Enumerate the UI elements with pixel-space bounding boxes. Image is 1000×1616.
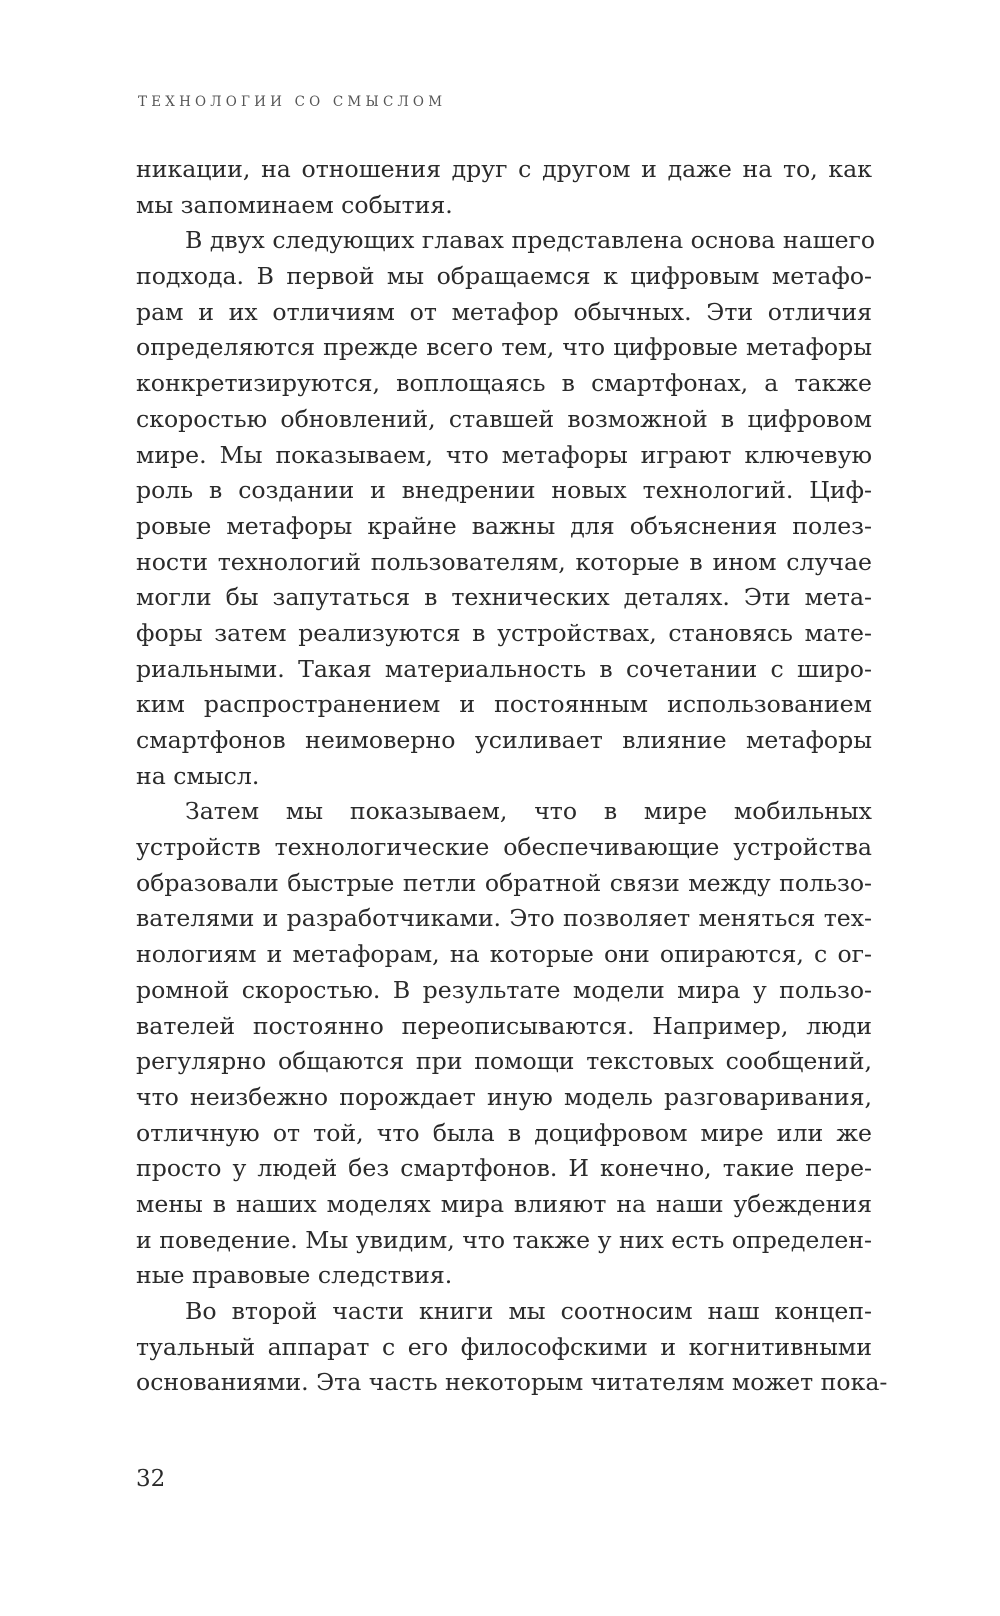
text-line: вателями и разработчиками. Это позволяет меняться тех- [136,904,872,933]
running-header: ТЕХНОЛОГИИ СО СМЫСЛОМ [138,94,447,110]
text-line: что неизбежно порождает иную модель разговаривания, [136,1082,872,1111]
text-line: ромной скоростью. В результате модели мира у пользо- [136,975,872,1004]
text-line: нологиям и метафорам, на которые они опираются, с ог- [136,940,872,969]
text-line: могли бы запутаться в технических деталях. Эти мета- [136,583,872,612]
text-line: вателей постоянно переописываются. Например, люди [136,1011,872,1040]
page-number: 32 [136,1466,166,1492]
text-line: и поведение. Мы увидим, что также у них есть определен- [136,1225,872,1254]
text-line: роль в создании и внедрении новых технологий. Циф- [136,476,872,505]
text-line: мены в наших моделях мира влияют на наши убеждения [136,1189,872,1218]
text-line: ности технологий пользователям, которые в ином случае [136,547,872,576]
text-line: определяются прежде всего тем, что цифровые метафоры [136,333,872,362]
text-line: просто у людей без смартфонов. И конечно, такие пере- [136,1154,872,1183]
paragraph [136,1294,888,1401]
paragraph [136,794,872,1294]
text-line: туальный аппарат с его философскими и когнитивными [136,1332,872,1361]
text-line: Затем мы показываем, что в мире мобильных [185,797,872,826]
text-line: мире. Мы показываем, что метафоры играют ключевую [136,440,872,469]
text-line: В двух следующих главах представлена основа нашего [185,226,876,255]
text-line: ровые метафоры крайне важны для объяснения полез- [136,511,872,540]
text-line: на смысл. [136,761,260,790]
page-body [136,152,888,1401]
text-line: риальными. Такая материальность в сочетании с широ- [136,654,872,683]
text-line: подхода. В первой мы обращаемся к цифровым метафо- [136,262,872,291]
text-line: мы запоминаем события. [136,190,453,219]
text-line: никации, на отношения друг с другом и даже на то, как [136,155,872,183]
text-line: Во второй части книги мы соотносим наш концеп- [185,1297,872,1325]
text-line: регулярно общаются при помощи текстовых сообщений, [136,1047,872,1076]
text-line: образовали быстрые петли обратной связи между пользо- [136,868,872,897]
text-line: скоростью обновлений, ставшей возможной в цифровом [136,404,872,433]
paragraph-continuation [136,152,872,223]
text-line: рам и их отличиям от метафор обычных. Эти отличия [136,297,872,326]
text-line: конкретизируются, воплощаясь в смартфонах, а также [136,369,872,398]
text-line: ким распространением и постоянным использованием [136,690,872,719]
text-line: форы затем реализуются в устройствах, становясь мате- [136,618,872,647]
text-line: устройств технологические обеспечивающие устройства [136,833,872,862]
text-line: смартфонов неимоверно усиливает влияние метафоры [136,726,872,754]
text-line: основаниями. Эта часть некоторым читателям может пока- [136,1368,888,1397]
text-line: ные правовые следствия. [136,1261,453,1290]
text-line: отличную от той, что была в доцифровом мире или же [136,1118,872,1147]
paragraph [136,223,876,794]
